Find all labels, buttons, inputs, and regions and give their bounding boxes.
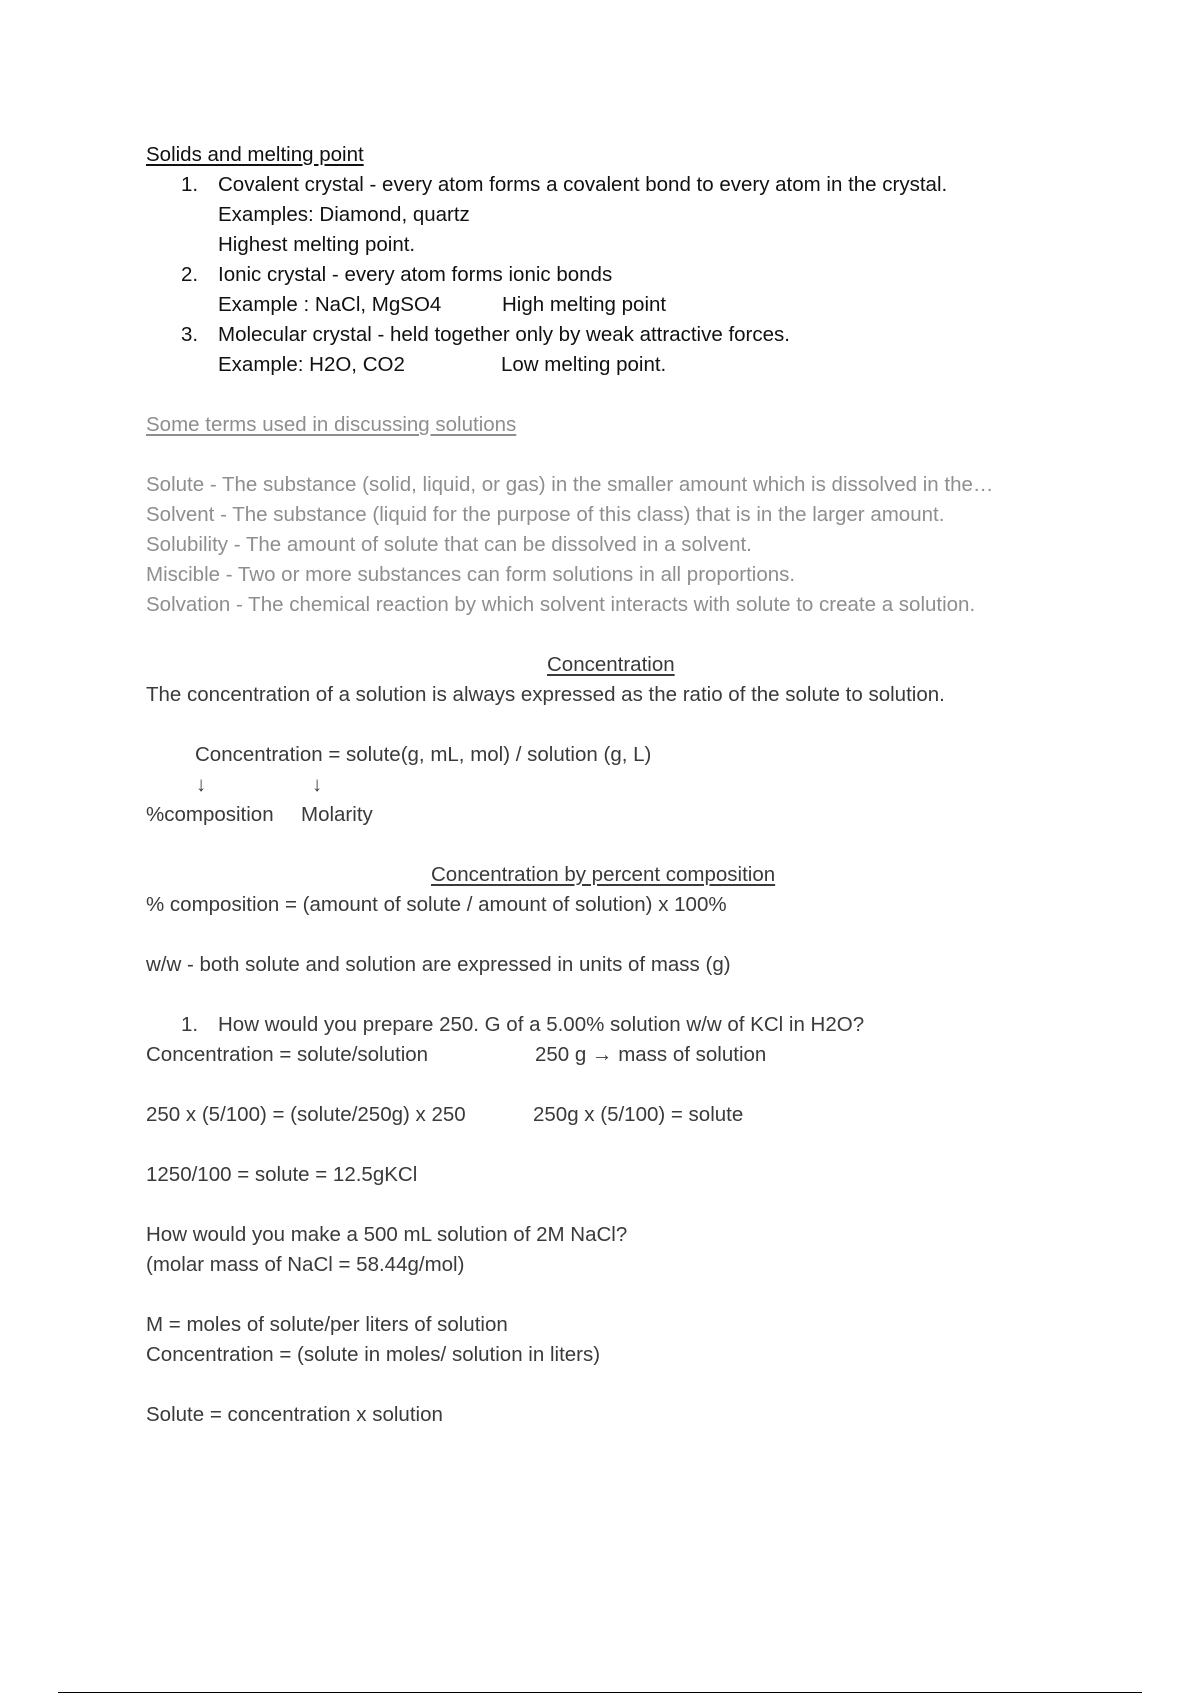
concentration-formula: Concentration = solute(g, mL, mol) / solution (g, L) xyxy=(195,743,652,766)
list-number: 1. xyxy=(181,173,199,196)
ww-note: w/w - both solute and solution are expressed in units of mass (g) xyxy=(146,953,731,976)
concentration-intro: The concentration of a solution is always expressed as the ratio of the solute to solution. xyxy=(146,683,945,706)
work-line: 250 g → mass of solution xyxy=(535,1043,767,1066)
list-subline: Highest melting point. xyxy=(218,233,416,256)
list-item xyxy=(146,320,1066,350)
question-text: How would you prepare 250. G of a 5.00% solution w/w of KCl in H2O? xyxy=(218,1013,865,1036)
section-title-solids: Solids and melting point xyxy=(146,143,364,166)
work-line: 250 x (5/100) = (solute/250g) x 250 xyxy=(146,1103,466,1126)
term-line: Solubility - The amount of solute that can be dissolved in a solvent. xyxy=(146,533,752,556)
melting-point-note: Low melting point. xyxy=(501,353,667,376)
section-title-concentration: Concentration xyxy=(547,653,675,676)
molar-line: Concentration = (solute in moles/ solution in liters) xyxy=(146,1343,601,1366)
work-line: 250g x (5/100) = solute xyxy=(533,1103,744,1126)
down-arrow-icon: ↓ xyxy=(312,773,323,796)
list-subline: Examples: Diamond, quartz xyxy=(218,203,470,226)
term-line: Miscible - Two or more substances can form solutions in all proportions. xyxy=(146,563,796,586)
down-arrow-icon: ↓ xyxy=(196,773,207,796)
list-text: Ionic crystal - every atom forms ionic bonds xyxy=(218,263,613,286)
term-line: Solvent - The substance (liquid for the purpose of this class) that is in the larger amount. xyxy=(146,503,945,526)
list-number: 3. xyxy=(181,323,199,346)
term-line: Solute - The substance (solid, liquid, or gas) in the smaller amount which is dissolved in the… xyxy=(146,473,994,496)
molar-question: How would you make a 500 mL solution of 2M NaCl? xyxy=(146,1223,628,1246)
molar-note: (molar mass of NaCl = 58.44g/mol) xyxy=(146,1253,465,1276)
question-item xyxy=(146,1010,1066,1040)
label-molarity: Molarity xyxy=(301,803,373,826)
term-line: Solvation - The chemical reaction by which solvent interacts with solute to create a solution. xyxy=(146,593,976,616)
list-text: Molecular crystal - held together only by weak attractive forces. xyxy=(218,323,790,346)
molar-line: M = moles of solute/per liters of solution xyxy=(146,1313,508,1336)
list-number: 1. xyxy=(181,1013,199,1036)
melting-point-note: High melting point xyxy=(502,293,667,316)
list-subline: Example: H2O, CO2 xyxy=(218,353,405,376)
section-title-percent: Concentration by percent composition xyxy=(431,863,776,886)
molar-line: Solute = concentration x solution xyxy=(146,1403,443,1426)
work-line: Concentration = solute/solution xyxy=(146,1043,429,1066)
list-item xyxy=(146,260,1066,290)
list-number: 2. xyxy=(181,263,199,286)
label-composition: %composition xyxy=(146,803,274,826)
list-text: Covalent crystal - every atom forms a covalent bond to every atom in the crystal. xyxy=(218,173,948,196)
section-title-terms: Some terms used in discussing solutions xyxy=(146,413,517,436)
work-line: 1250/100 = solute = 12.5gKCl xyxy=(146,1163,418,1186)
list-subline: Example : NaCl, MgSO4 xyxy=(218,293,442,316)
list-item xyxy=(146,170,1066,200)
percent-formula: % composition = (amount of solute / amount of solution) x 100% xyxy=(146,893,727,916)
bottom-divider xyxy=(58,1692,1142,1693)
